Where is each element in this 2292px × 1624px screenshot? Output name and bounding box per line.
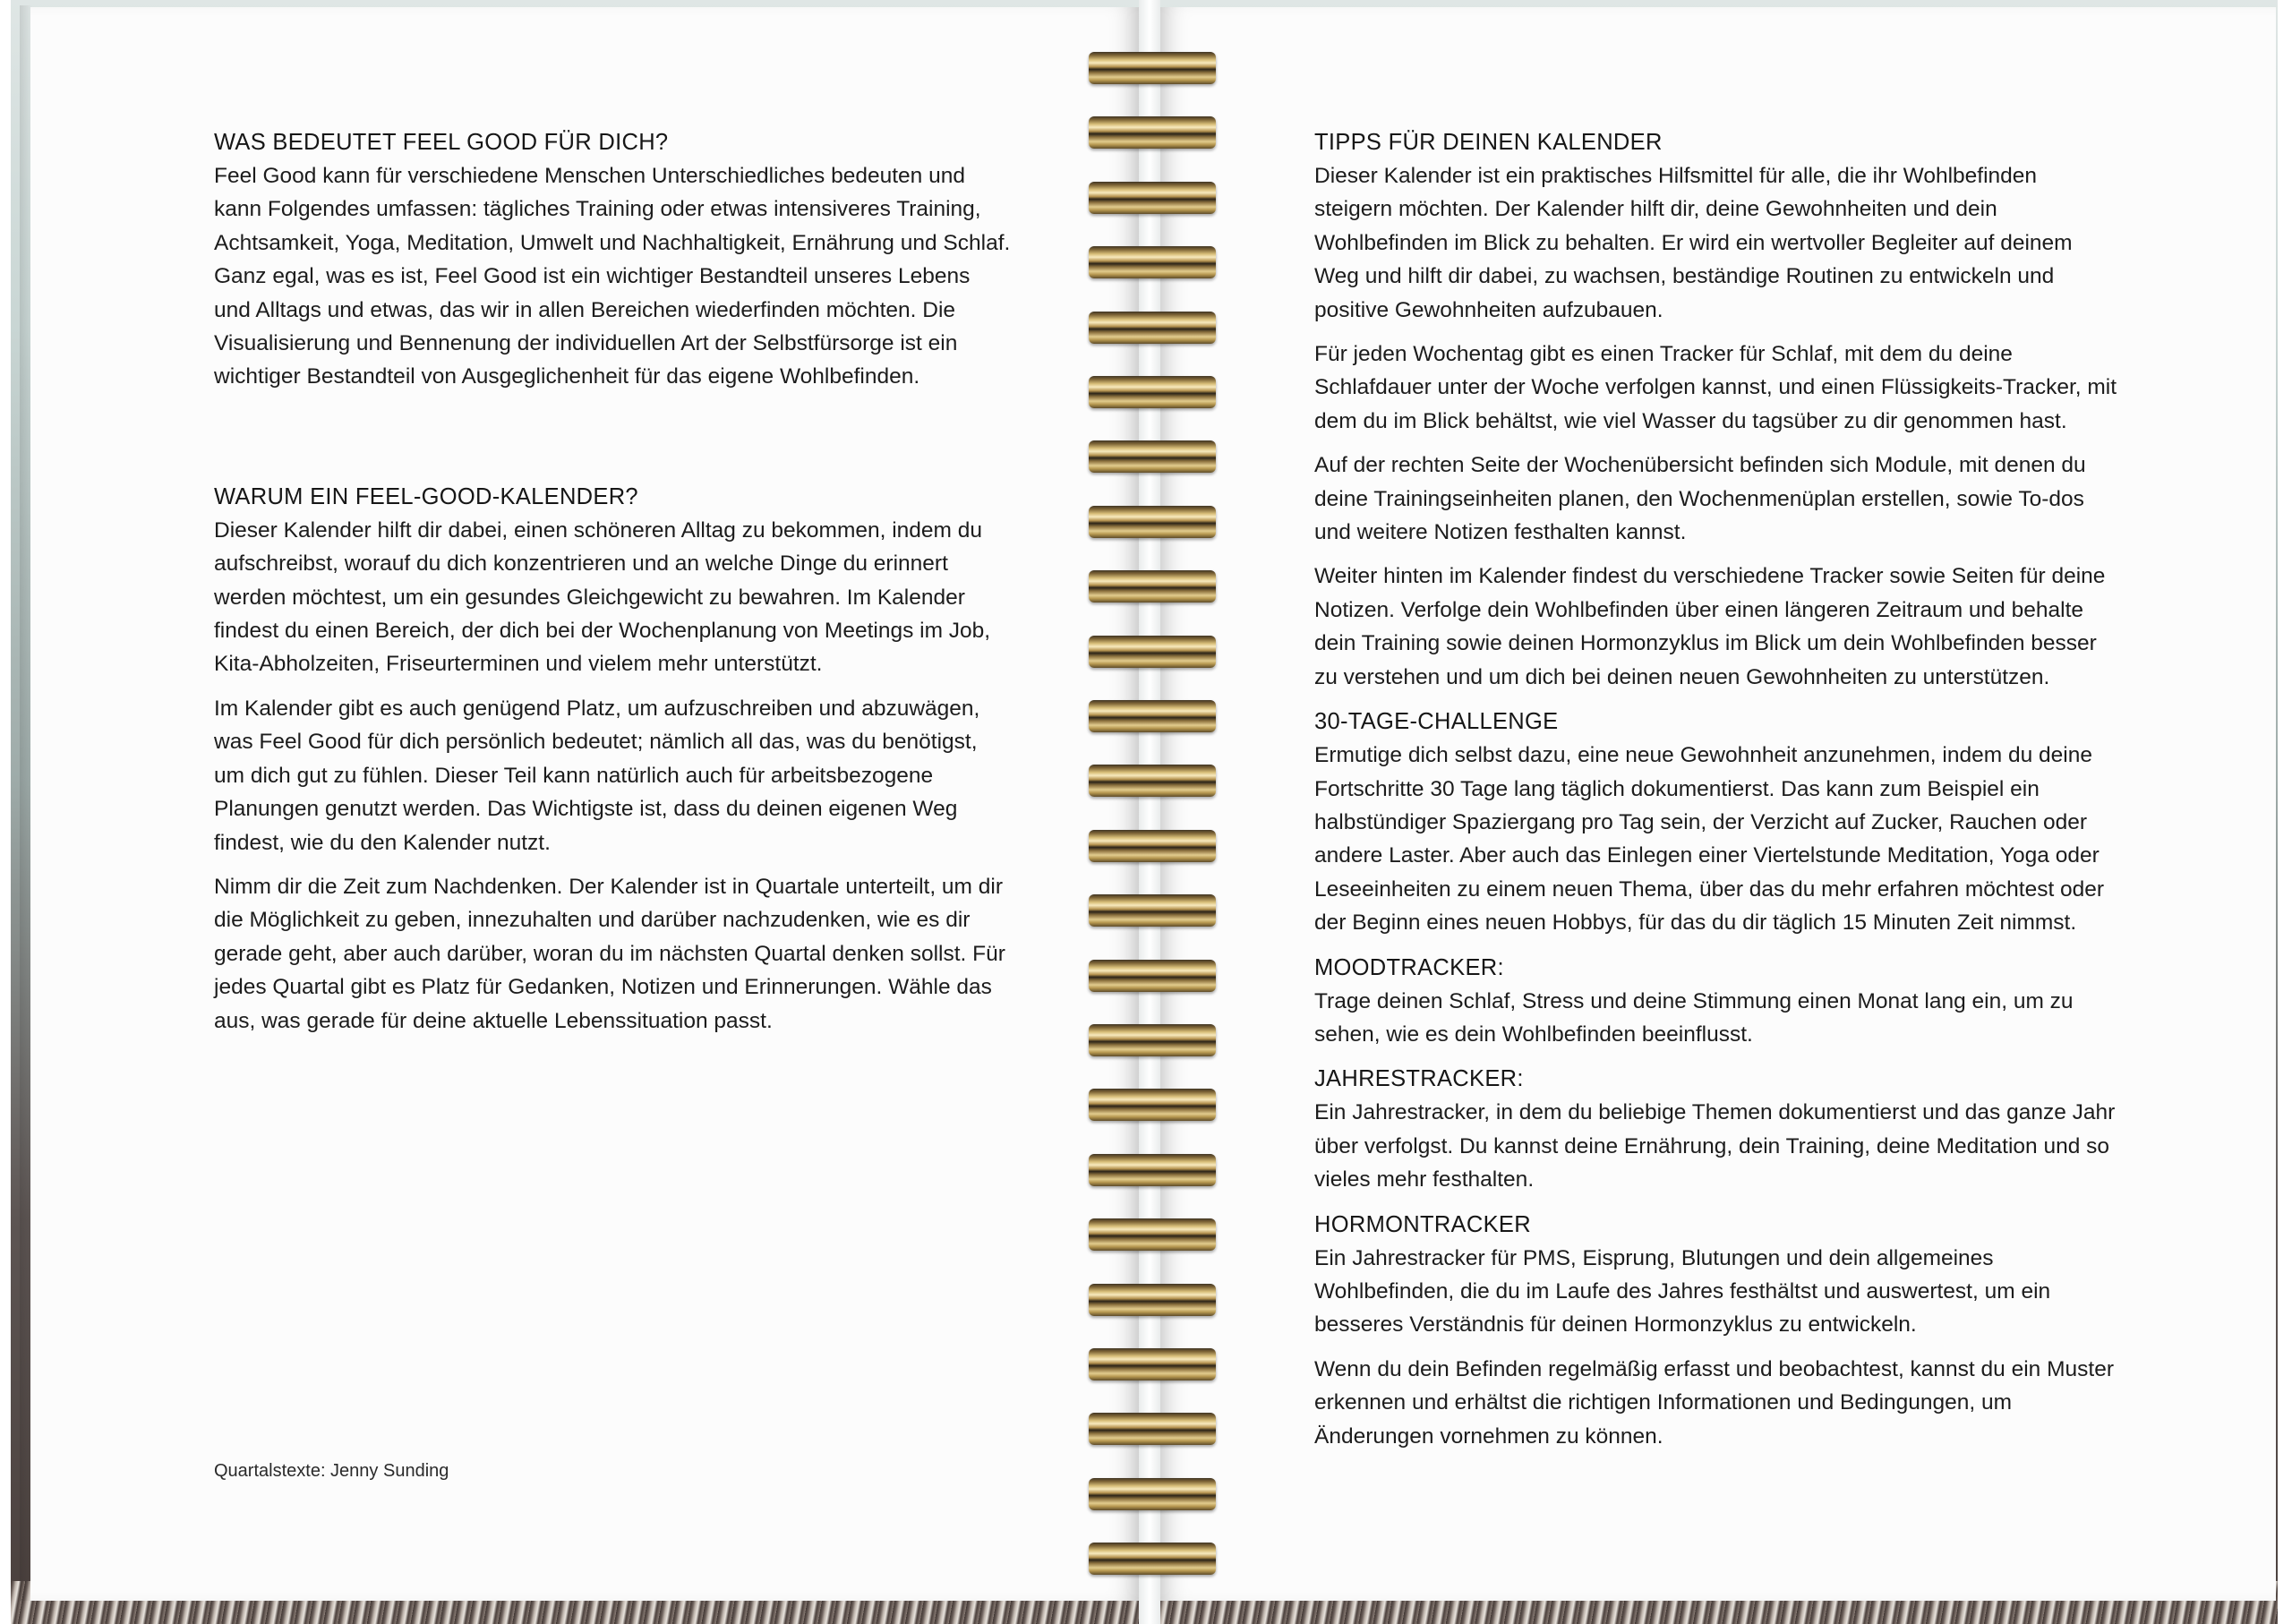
- spiral-coil: [1089, 312, 1216, 344]
- section-heading-challenge: 30-TAGE-CHALLENGE: [1314, 709, 1559, 735]
- spiral-coil: [1089, 960, 1216, 992]
- spiral-binding: [1089, 0, 1218, 1624]
- spiral-coil: [1089, 440, 1216, 473]
- spiral-coil: [1089, 246, 1216, 278]
- paragraph: Feel Good kann für verschiedene Menschen Unterschiedliches bedeuten und kann Folgendes umfassen: tägliches Training oder etwas intensiveres Training, Achtsamkeit, Yoga, Meditation, Umwelt und Nachhaltigkeit, Ernährung und Schlaf. Ganz egal, was es ist, Feel Good ist ein wichtiger Bestandteil unseres Lebens und Alltags und etwas, das wir in allen Bereichen wiederfinden möchten. Die Visualisierung und Bennenung der individuellen Art der Selbstfürsorge ist ein wichtiger Bestandteil von Ausgeglichenheit für das eigene Wohlbefinden.: [214, 164, 1011, 389]
- paragraph: Nimm dir die Zeit zum Nachdenken. Der Kalender ist in Quartale unterteilt, um dir die Möglichkeit zu geben, innezuhalten und darüber nachzudenken, wie es dir gerade geht, aber auch darüber, woran du im nächsten Quartal denken sollst. Für jedes Quartal gibt es Platz für Gedanken, Notizen und Erinnerungen. Wähle das aus, was gerade für deine aktuelle Lebenssituation passt.: [214, 874, 1005, 1033]
- spiral-coil: [1089, 636, 1216, 668]
- spiral-coil: [1089, 1348, 1216, 1380]
- paragraph: Trage deinen Schlaf, Stress und deine Stimmung einen Monat lang ein, um zu sehen, wie es dein Wohlbefinden beeinflusst.: [1314, 988, 2074, 1047]
- section-heading-tipps: TIPPS FÜR DEINEN KALENDER: [1314, 130, 1663, 155]
- paragraph: Im Kalender gibt es auch genügend Platz, um aufzuschreiben und abzuwägen, was Feel Good für dich persönlich bedeutet; nämlich all das, was du benötigst, um dich gut zu fühlen. Dieser Teil kann natürlich auch für arbeitsbezogene Planungen genutzt werden. Das Wichtigste ist, dass du deinen eigenen Weg findest, wie du den Kalender nutzt.: [214, 696, 980, 855]
- spiral-coil: [1089, 700, 1216, 732]
- section-heading-jahrestracker: JAHRESTRACKER:: [1314, 1066, 1524, 1092]
- spiral-coil: [1089, 506, 1216, 538]
- spiral-coil: [1089, 1024, 1216, 1056]
- paragraph: Ermutige dich selbst dazu, eine neue Gewohnheit anzunehmen, indem du deine Fortschritte 30 Tage lang täglich dokumentierst. Das kann zum Beispiel ein halbstündiger Spaziergang pro Tag sein, der Verzicht auf Zucker, Rauchen oder andere Laster. Aber auch das Einlegen einer Viertelstunde Meditation, Yoga oder Leseeinheiten zu einem neuen Thema, über das du mehr erfahren möchtest oder der Beginn eines neuen Hobbys, für das du dir täglich 15 Minuten Zeit nimmst.: [1314, 743, 2105, 936]
- paragraph: Weiter hinten im Kalender findest du verschiedene Tracker sowie Seiten für deine Notizen. Verfolge dein Wohlbefinden über einen längeren Zeitraum und behalte dein Training sowie deinen Hormonzyklus im Blick um dein Wohlbefinden besser zu verstehen und um dich bei deinen neuen Gewohnheiten zu unterstützen.: [1314, 564, 2106, 689]
- paragraph: Ein Jahrestracker, in dem du beliebige Themen dokumentierst und das ganze Jahr über verfolgst. Du kannst deine Ernährung, dein Training, deine Meditation und so vieles mehr festhalten.: [1314, 1100, 2116, 1192]
- spiral-coil: [1089, 1478, 1216, 1510]
- spiral-coil: [1089, 1284, 1216, 1316]
- paragraph: Dieser Kalender hilft dir dabei, einen schöneren Alltag zu bekommen, indem du aufschreibst, worauf du dich konzentrieren und an welche Dinge du erinnert werden möchtest, um ein gesundes Gleichgewicht zu bewahren. Im Kalender findest du einen Bereich, der dich bei der Wochenplanung von Meetings im Job, Kita-Abholzeiten, Friseurterminen und vielem mehr unterstützt.: [214, 517, 991, 677]
- spiral-coil: [1089, 376, 1216, 408]
- spiral-coil: [1089, 894, 1216, 927]
- section-heading-feel-good: WAS BEDEUTET FEEL GOOD FÜR DICH?: [214, 130, 669, 155]
- spiral-coil: [1089, 52, 1216, 84]
- section-heading-hormontracker: HORMONTRACKER: [1314, 1211, 1531, 1237]
- paragraph: Ein Jahrestracker für PMS, Eisprung, Blutungen und dein allgemeines Wohlbefinden, die du im Laufe des Jahres festhältst und auswertest, um ein besseres Verständnis für deinen Hormonzyklus zu entwickeln.: [1314, 1245, 2051, 1338]
- spiral-coil: [1089, 182, 1216, 214]
- spiral-coil: [1089, 1543, 1216, 1575]
- spiral-coil: [1089, 1413, 1216, 1445]
- paragraph: Dieser Kalender ist ein praktisches Hilfsmittel für alle, die ihr Wohlbefinden steigern möchten. Der Kalender hilft dir, deine Gewohnheiten und dein Wohlbefinden im Blick zu behalten. Er wird ein wertvoller Begleiter auf deinem Weg und hilft dir dabei, zu wachsen, beständige Routinen zu entwickeln und positive Gewohnheiten aufzubauen.: [1314, 164, 2073, 322]
- spiral-coil: [1089, 765, 1216, 797]
- credit-line: Quartalstexte: Jenny Sunding: [214, 1461, 449, 1481]
- section-heading-warum: WARUM EIN FEEL-GOOD-KALENDER?: [214, 483, 638, 509]
- paragraph: Für jeden Wochentag gibt es einen Tracker für Schlaf, mit dem du deine Schlafdauer unter der Woche verfolgen kannst, und einen Flüssigkeits-Tracker, mit dem du im Blick behältst, wie viel Wasser du tagsüber zu dir genommen hast.: [1314, 342, 2117, 433]
- spiral-coil: [1089, 570, 1216, 603]
- spiral-coil: [1089, 1218, 1216, 1251]
- right-page-content: [1314, 125, 2120, 1464]
- spiral-coil: [1089, 116, 1216, 149]
- paragraph: Wenn du dein Befinden regelmäßig erfasst und beobachtest, kannst du ein Muster erkennen und erhältst die richtigen Informationen und Bedingungen, um Änderungen vornehmen zu können.: [1314, 1356, 2114, 1449]
- spiral-coil: [1089, 1154, 1216, 1186]
- spiral-coil: [1089, 830, 1216, 862]
- section-heading-moodtracker: MOODTRACKER:: [1314, 954, 1504, 980]
- spiral-coil: [1089, 1089, 1216, 1121]
- left-page-content: [214, 125, 1011, 1048]
- paragraph: Auf der rechten Seite der Wochenübersicht befinden sich Module, mit denen du deine Trainingseinheiten planen, den Wochenmenüplan erstellen, sowie To-dos und weitere Notizen festhalten kannst.: [1314, 453, 2086, 545]
